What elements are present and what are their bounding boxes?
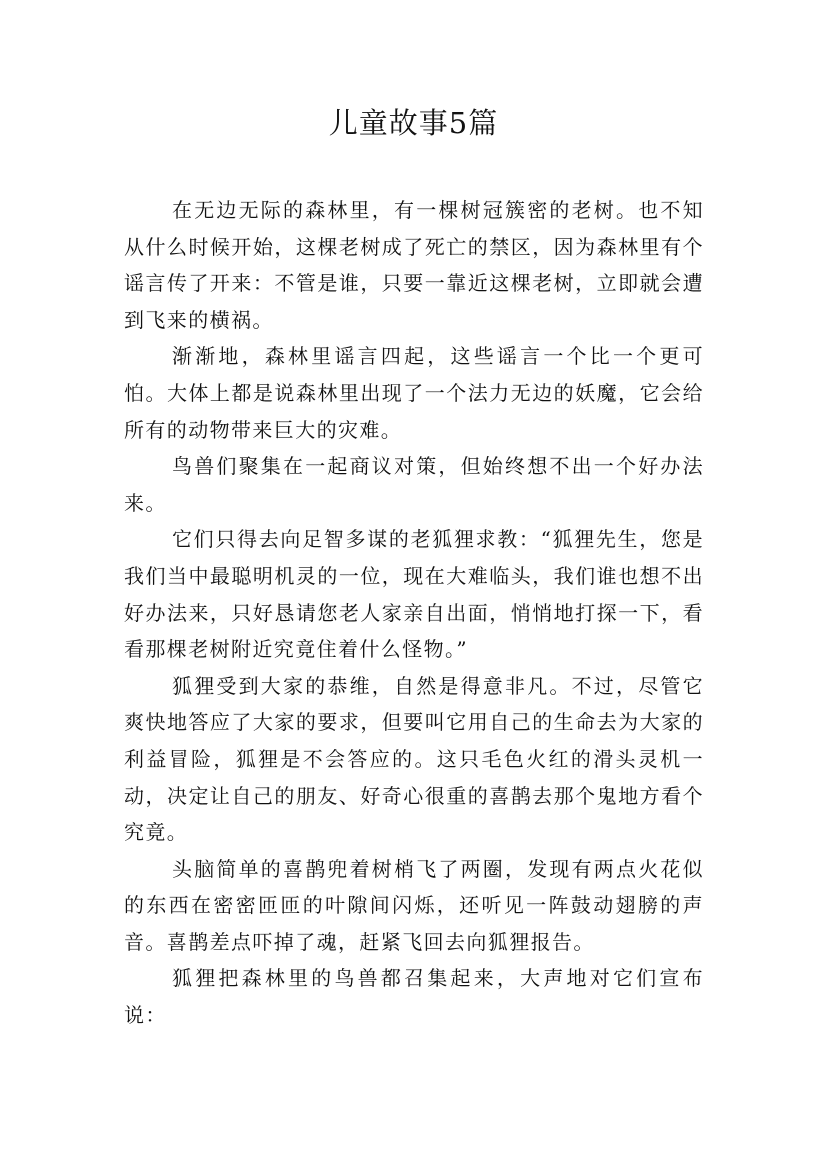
- paragraph-1: 在无边无际的森林里，有一棵树冠簇密的老树。也不知从什么时候开始，这棵老树成了死亡的禁区，因为森林里有个谣言传了开来：不管是谁，只要一靠近这棵老树，立即就会遭到飞来的横祸。: [124, 198, 704, 332]
- paragraph-4: 它们只得去向足智多谋的老狐狸求教：“狐狸先生，您是我们当中最聪明机灵的一位，现在大难临头，我们谁也想不出好办法来，只好恳请您老人家亲自出面，悄悄地打探一下，看看那棵老树附近究竟住着什么怪物。”: [124, 527, 704, 662]
- paragraph-7: 狐狸把森林里的鸟兽都召集起来，大声地对它们宣布说：: [124, 966, 704, 1028]
- paragraph-3: 鸟兽们聚集在一起商议对策，但始终想不出一个好办法来。: [124, 454, 704, 515]
- paragraph-6: 头脑简单的喜鹊兜着树梢飞了两圈，发现有两点火花似的东西在密密匝匝的叶隙间闪烁，还听见一阵鼓动翅膀的声音。喜鹊差点吓掉了魂，赶紧飞回去向狐狸报告。: [124, 856, 704, 954]
- document-body: [124, 192, 704, 1034]
- paragraph-5: 狐狸受到大家的恭维，自然是得意非凡。不过，尽管它爽快地答应了大家的要求，但要叫它用自己的生命去为大家的利益冒险，狐狸是不会答应的。这只毛色火红的滑头灵机一动，决定让自己的朋友、好奇心很重的喜鹊去那个鬼地方看个究竟。: [124, 673, 704, 845]
- document-title: 儿童故事5篇: [328, 106, 499, 140]
- paragraph-2: 渐渐地，森林里谣言四起，这些谣言一个比一个更可怕。大体上都是说森林里出现了一个法力无边的妖魔，它会给所有的动物带来巨大的灾难。: [124, 344, 704, 442]
